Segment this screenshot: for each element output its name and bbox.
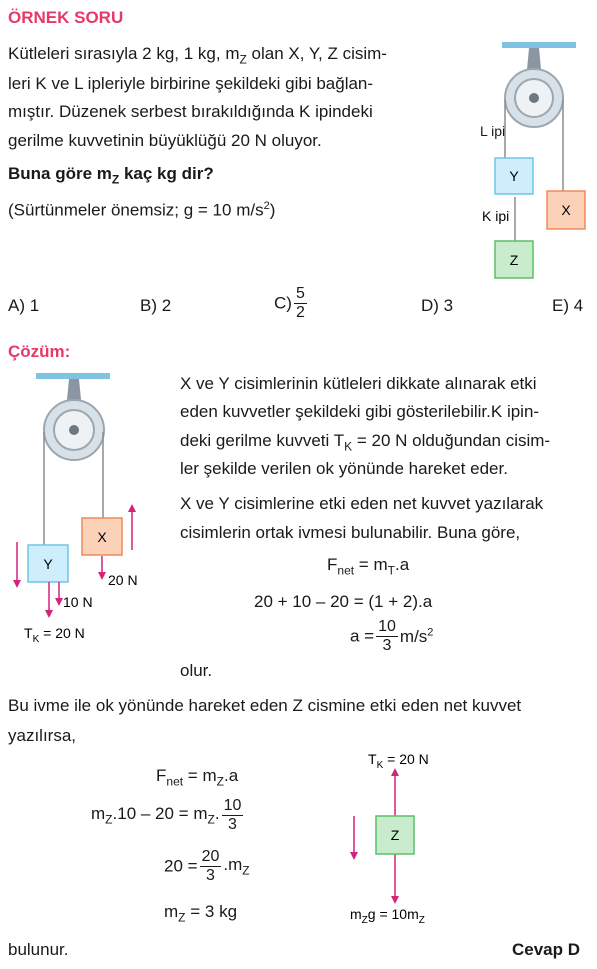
equation-result: $m_Z = 3$ kg: [164, 902, 238, 925]
question-line-4: gerilme kuvvetinin büyüklüğü 20 N oluyor.: [8, 131, 322, 150]
tk-label: $T_K = 20$ N: [368, 751, 429, 771]
option-c[interactable]: C) $\frac{5}{2}$: [274, 285, 305, 321]
L-rope-label: L ipi: [480, 123, 506, 139]
tk-label: $T_K = 20$ N: [24, 625, 85, 645]
example-title: ÖRNEK SORU: [8, 8, 124, 27]
box-Y-label: Y: [509, 168, 519, 184]
solution-line-6: cisimlerin ortak ivmesi bulunabilir. Buna göre,: [180, 523, 521, 542]
equation-sum: 20 + 10 – 20 = (1 + 2).a: [254, 592, 433, 611]
question-note: (Sürtünmeler önemsiz; g = 10 $m/s^2$): [8, 200, 276, 220]
box-Z-label: Z: [390, 827, 400, 843]
pulley-figure-question: [470, 38, 597, 288]
question-line-1: Kütleleri sırasıyla 2 kg, 1 kg, $m_Z$ olan X, Y, Z cisim-: [8, 44, 387, 67]
pulley-figure-solution: [8, 370, 178, 650]
option-b[interactable]: B) 2: [140, 296, 172, 315]
equation-acceleration: a = $\frac{10}{3}$ $m/s^2$: [350, 618, 434, 654]
box-Z-label: Z: [509, 252, 519, 268]
y-weight-label: 10 N: [63, 594, 93, 610]
ceiling-bar: [36, 373, 110, 379]
box-X-label: X: [97, 529, 107, 545]
solution-line-4: ler şekilde verilen ok yönünde hareket eder.: [180, 459, 508, 478]
solution-line-5: X ve Y cisimlerine etki eden net kuvvet yazılarak: [180, 494, 544, 513]
equation-fnet-total: $F_{net} = m_T.a$: [327, 555, 410, 578]
z-free-body-diagram: [340, 748, 470, 928]
ceiling-bar: [502, 42, 576, 48]
olur-text: olur.: [180, 661, 213, 680]
answer-label: Cevap D: [512, 940, 581, 959]
option-d[interactable]: D) 3: [421, 296, 454, 315]
solution-line-7: Bu ivme ile ok yönünde hareket eden Z cismine etki eden net kuvvet: [8, 696, 522, 715]
box-X-label: X: [561, 202, 571, 218]
weight-label: $m_Zg = 10m_Z$: [350, 906, 425, 926]
box-Y-label: Y: [43, 556, 53, 572]
bulunur-text: bulunur.: [8, 940, 69, 959]
equation-fnet-z: $F_{net} = m_Z.a$: [156, 766, 239, 789]
solution-title: Çözüm:: [8, 342, 71, 361]
K-rope-label: K ipi: [482, 208, 510, 224]
equation-simplify: 20 = $\frac{20}{3}$ $.m_Z$: [164, 848, 250, 884]
equation-z-force: $m_Z.10 - 20 = m_Z$. $\frac{10}{3}$: [91, 797, 242, 833]
question-line-3: mıştır. Düzenek serbest bırakıldığında K ipindeki: [8, 102, 373, 121]
solution-line-1: X ve Y cisimlerinin kütleleri dikkate alınarak etki: [180, 374, 537, 393]
x-weight-label: 20 N: [108, 572, 138, 588]
option-e[interactable]: E) 4: [552, 296, 584, 315]
solution-line-2: eden kuvvetler şekildeki gibi gösterilebilir.K ipin-: [180, 402, 540, 421]
option-a[interactable]: A) 1: [8, 296, 40, 315]
question-ask: Buna göre $m_Z$ kaç kg dir?: [8, 164, 214, 187]
question-line-2: leri K ve L ipleriyle birbirine şekildeki gibi bağlan-: [8, 74, 374, 93]
solution-line-3: deki gerilme kuvveti $T_K = 20$ N olduğundan cisim-: [180, 431, 551, 454]
solution-line-8: yazılırsa,: [8, 726, 77, 745]
